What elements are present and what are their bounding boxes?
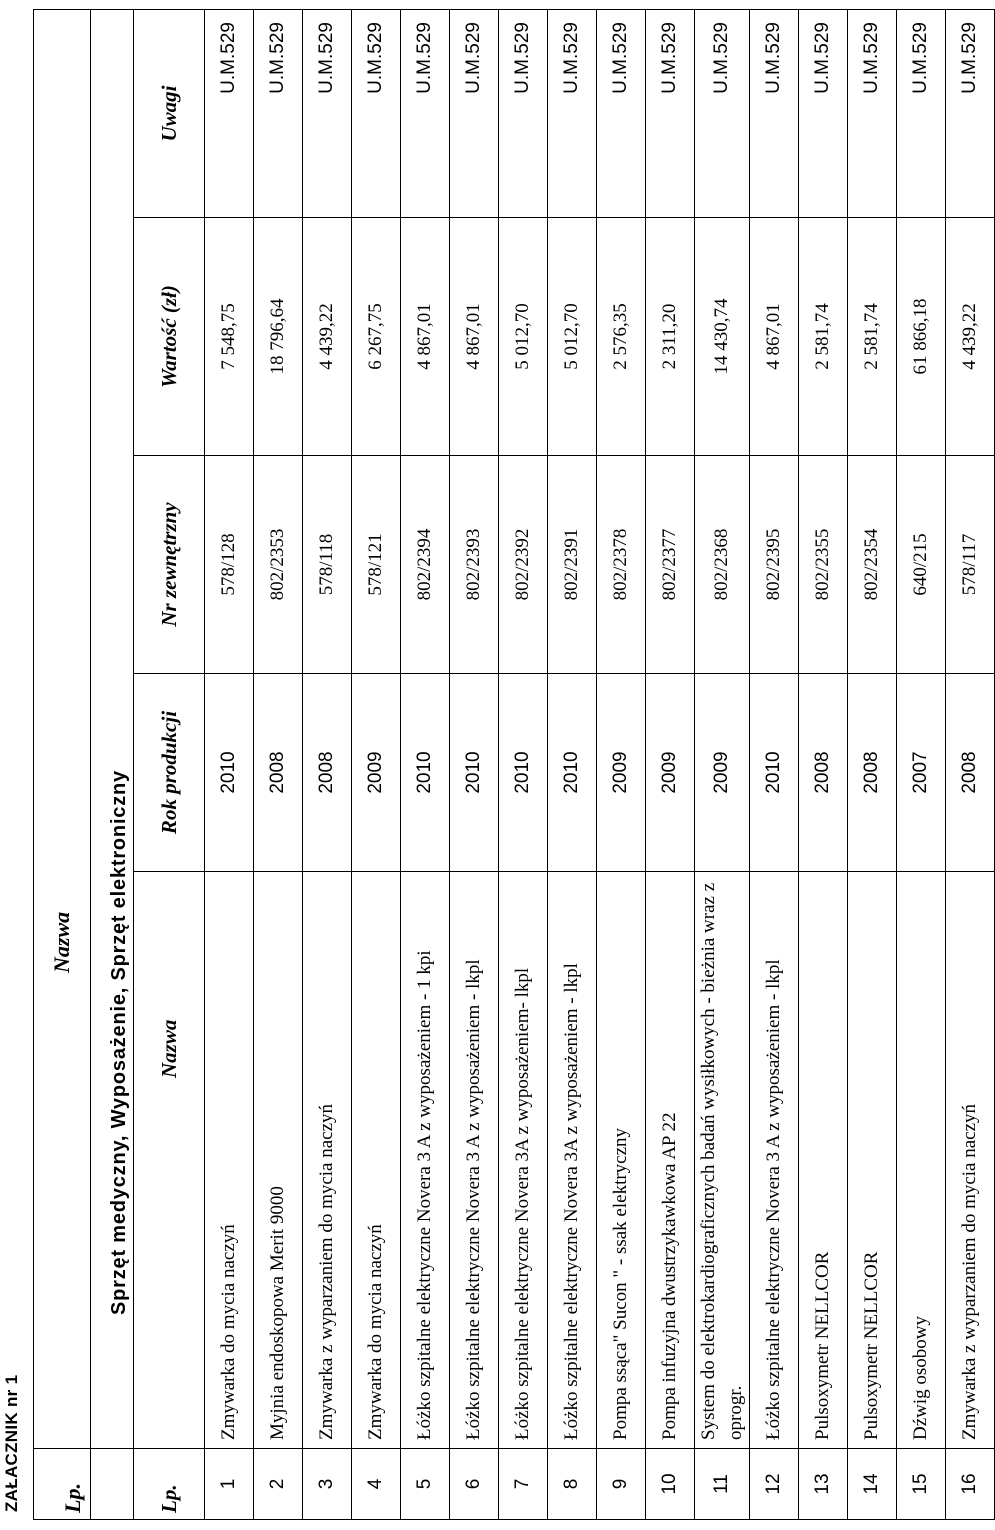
row-wartosc: 18 796,64 [254, 218, 303, 456]
row-nazwa: Łóżko szpitalne elektryczne Novera 3 A z wyposażeniem - lkpl [750, 872, 799, 1449]
row-uwagi: U.M.529 [946, 10, 995, 218]
top-header-row [34, 10, 91, 1520]
row-nazwa: Pompa ssąca" Sucon " - ssak elektryczny [597, 872, 646, 1449]
row-nazwa: Pulsoxymetr NELLCOR [799, 872, 848, 1449]
row-lp: 5 [401, 1449, 450, 1520]
row-rok: 2010 [548, 674, 597, 872]
column-header-rok: Rok produkcji [134, 674, 205, 872]
category-title: Sprzęt medyczny, Wyposażenie, Sprzęt elektroniczny [91, 10, 134, 1449]
row-lp: 15 [897, 1449, 946, 1520]
row-rok: 2009 [352, 674, 401, 872]
row-nr: 802/2391 [548, 456, 597, 674]
row-nazwa: Łóżko szpitalne elektryczne Novera 3A z wyposażeniem - lkpl [548, 872, 597, 1449]
column-header-nazwa: Nazwa [134, 872, 205, 1449]
column-header-nr: Nr zewnętrzny [134, 456, 205, 674]
row-nazwa: Pulsoxymetr NELLCOR [848, 872, 897, 1449]
table-row [799, 10, 848, 1520]
table-row [750, 10, 799, 1520]
row-nr: 578/117 [946, 456, 995, 674]
row-rok: 2008 [303, 674, 352, 872]
row-wartosc: 14 430,74 [695, 218, 750, 456]
row-rok: 2008 [848, 674, 897, 872]
row-rok: 2007 [897, 674, 946, 872]
row-rok: 2010 [750, 674, 799, 872]
row-nazwa: Łóżko szpitalne elektryczne Novera 3 A z wyposażeniem - lkpl [450, 872, 499, 1449]
row-wartosc: 61 866,18 [897, 218, 946, 456]
row-nazwa: Dźwig osobowy [897, 872, 946, 1449]
row-lp: 2 [254, 1449, 303, 1520]
row-lp: 11 [695, 1449, 750, 1520]
row-lp: 8 [548, 1449, 597, 1520]
row-lp: 9 [597, 1449, 646, 1520]
table-row [352, 10, 401, 1520]
row-lp: 10 [646, 1449, 695, 1520]
row-nr: 802/2354 [848, 456, 897, 674]
row-wartosc: 4 867,01 [450, 218, 499, 456]
row-uwagi: U.M.529 [848, 10, 897, 218]
table-row [450, 10, 499, 1520]
table-row [848, 10, 897, 1520]
row-nazwa: Zmywarka do mycia naczyń [205, 872, 254, 1449]
row-uwagi: U.M.529 [695, 10, 750, 218]
row-rok: 2010 [499, 674, 548, 872]
row-uwagi: U.M.529 [499, 10, 548, 218]
row-nr: 578/118 [303, 456, 352, 674]
table-row [946, 10, 995, 1520]
table-row [303, 10, 352, 1520]
row-wartosc: 6 267,75 [352, 218, 401, 456]
row-nr: 802/2395 [750, 456, 799, 674]
row-nazwa: Pompa infuzyjna dwustrzykawkowa AP 22 [646, 872, 695, 1449]
row-nr: 802/2353 [254, 456, 303, 674]
row-rok: 2008 [254, 674, 303, 872]
row-wartosc: 4 867,01 [750, 218, 799, 456]
row-rok: 2008 [799, 674, 848, 872]
row-lp: 12 [750, 1449, 799, 1520]
document-heading: ZAŁACZNIK nr 1 [2, 1374, 21, 1512]
row-wartosc: 5 012,70 [499, 218, 548, 456]
table-row [499, 10, 548, 1520]
row-wartosc: 4 867,01 [401, 218, 450, 456]
row-uwagi: U.M.529 [401, 10, 450, 218]
row-rok: 2010 [205, 674, 254, 872]
row-nr: 802/2355 [799, 456, 848, 674]
row-uwagi: U.M.529 [897, 10, 946, 218]
row-nr: 802/2394 [401, 456, 450, 674]
table-body [205, 10, 995, 1520]
table-row [401, 10, 450, 1520]
row-lp: 14 [848, 1449, 897, 1520]
row-wartosc: 2 581,74 [799, 218, 848, 456]
row-uwagi: U.M.529 [646, 10, 695, 218]
row-uwagi: U.M.529 [205, 10, 254, 218]
category-row [91, 10, 134, 1520]
row-rok: 2009 [695, 674, 750, 872]
row-nr: 802/2378 [597, 456, 646, 674]
row-rok: 2009 [646, 674, 695, 872]
top-header-nazwa: Nazwa [34, 10, 91, 1449]
row-rok: 2010 [450, 674, 499, 872]
column-header-uwagi: Uwagi [134, 10, 205, 218]
row-wartosc: 4 439,22 [303, 218, 352, 456]
row-nr: 802/2393 [450, 456, 499, 674]
row-nr: 578/128 [205, 456, 254, 674]
column-header-wartosc: Wartość (zł) [134, 218, 205, 456]
table-row [646, 10, 695, 1520]
row-uwagi: U.M.529 [303, 10, 352, 218]
row-lp: 16 [946, 1449, 995, 1520]
row-nazwa: Zmywarka z wyparzaniem do mycia naczyń [946, 872, 995, 1449]
top-header-lp: Lp. [34, 1449, 91, 1520]
row-nazwa: Zmywarka do mycia naczyń [352, 872, 401, 1449]
row-wartosc: 5 012,70 [548, 218, 597, 456]
row-nr: 802/2392 [499, 456, 548, 674]
row-uwagi: U.M.529 [352, 10, 401, 218]
row-lp: 4 [352, 1449, 401, 1520]
row-nazwa: Łóżko szpitalne elektryczne Novera 3 A z wyposażeniem - 1 kpi [401, 872, 450, 1449]
row-nr: 640/215 [897, 456, 946, 674]
category-spacer [91, 1449, 134, 1520]
row-rok: 2010 [401, 674, 450, 872]
row-lp: 3 [303, 1449, 352, 1520]
row-nazwa: Myjnia endoskopowa Merit 9000 [254, 872, 303, 1449]
column-header-row [134, 10, 205, 1520]
row-uwagi: U.M.529 [597, 10, 646, 218]
table-row [695, 10, 750, 1520]
row-wartosc: 7 548,75 [205, 218, 254, 456]
row-nr: 802/2368 [695, 456, 750, 674]
row-rok: 2008 [946, 674, 995, 872]
equipment-table [33, 9, 995, 1520]
row-nr: 802/2377 [646, 456, 695, 674]
table-row [548, 10, 597, 1520]
row-wartosc: 2 311,20 [646, 218, 695, 456]
row-lp: 6 [450, 1449, 499, 1520]
row-uwagi: U.M.529 [750, 10, 799, 218]
row-lp: 1 [205, 1449, 254, 1520]
row-uwagi: U.M.529 [799, 10, 848, 218]
table-row [597, 10, 646, 1520]
row-rok: 2009 [597, 674, 646, 872]
table-row [205, 10, 254, 1520]
table-row [897, 10, 946, 1520]
table-row [254, 10, 303, 1520]
row-nr: 578/121 [352, 456, 401, 674]
row-uwagi: U.M.529 [450, 10, 499, 218]
row-nazwa: Zmywarka z wyparzaniem do mycia naczyń [303, 872, 352, 1449]
column-header-lp: Lp. [134, 1449, 205, 1520]
row-nazwa: System do elektrokardiograficznych badań wysiłkowych - bieżnia wraz z oprogr. [695, 872, 750, 1449]
row-lp: 7 [499, 1449, 548, 1520]
row-wartosc: 2 581,74 [848, 218, 897, 456]
row-wartosc: 2 576,35 [597, 218, 646, 456]
row-lp: 13 [799, 1449, 848, 1520]
row-nazwa: Łóżko szpitalne elektryczne Novera 3A z wyposażeniem- lkpl [499, 872, 548, 1449]
row-wartosc: 4 439,22 [946, 218, 995, 456]
row-uwagi: U.M.529 [548, 10, 597, 218]
row-uwagi: U.M.529 [254, 10, 303, 218]
